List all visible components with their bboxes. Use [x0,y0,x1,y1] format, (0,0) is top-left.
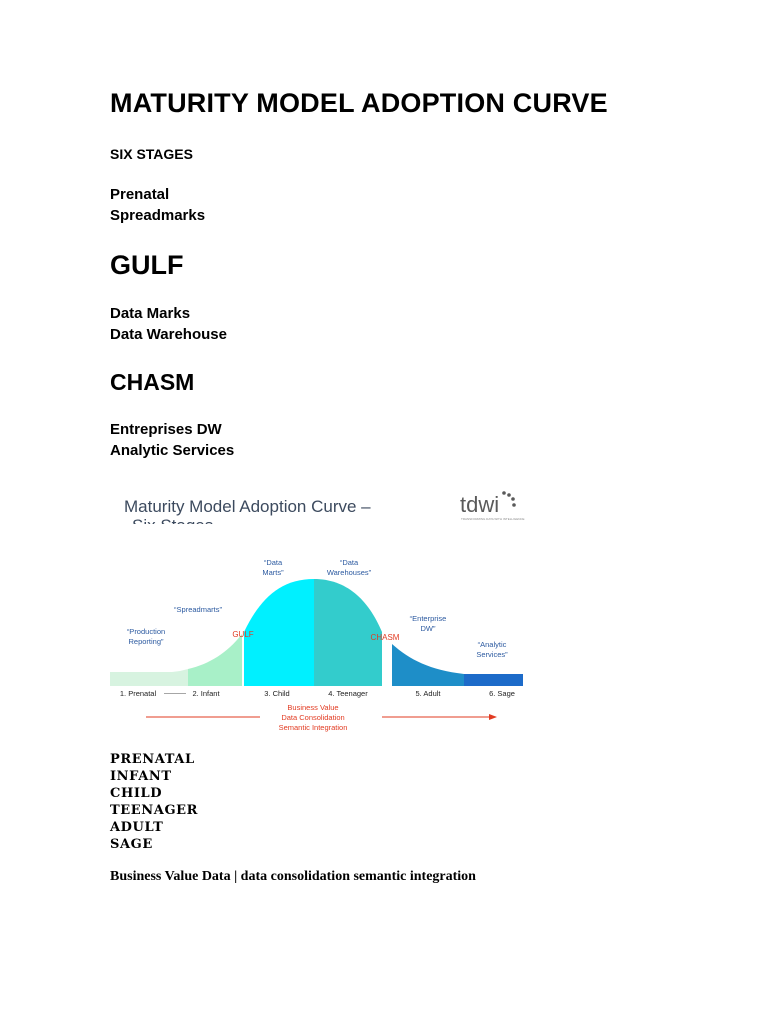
arrow-label: Semantic Integration [278,723,348,732]
data-warehouses-callout: Warehouses” [326,568,372,577]
prenatal-segment [110,669,188,686]
production-reporting-callout: Reporting” [128,637,164,646]
gulf-heading: GULF [110,250,184,280]
stage-item: Entreprises DW [110,421,222,438]
enterprise-dw-callout: “Enterprise [409,614,447,623]
page-title: MATURITY MODEL ADOPTION CURVE [110,88,608,118]
stage-axis-label: 6. Sage [489,689,515,698]
sage-segment [464,674,523,686]
stage-item: Prenatal [110,186,170,203]
chasm-label: CHASM [370,633,400,642]
analytic-services-callout: Services” [476,650,508,659]
adoption-curve-diagram [110,484,526,740]
subtitle: SIX STAGES [110,146,193,162]
spreadmarts-callout: “Spreadmarts” [174,605,222,614]
arrow-label: Business Value [287,703,339,712]
stage-list-item: PRENATAL [110,752,195,767]
adoption-curve-figure [110,484,526,740]
adult-segment [392,644,464,686]
gulf-label: GULF [232,630,254,639]
tdwi-logo-tagline: TRANSFORMING DATA WITH INTELLIGENCE [461,517,525,521]
stage-list-item: TEENAGER [110,803,199,818]
enterprise-dw-callout: DW” [420,624,436,633]
stage-axis-label: 2. Infant [192,689,220,698]
stage-item: Analytic Services [110,442,235,459]
stage-list-item: INFANT [110,769,172,784]
stage-item: Data Marks [110,305,191,322]
stage-list-item: CHILD [110,786,163,801]
data-marts-callout: “Data [263,558,283,567]
stage-axis-label: 1. Prenatal [119,689,157,698]
data-warehouses-callout: “Data [339,558,359,567]
figure-title: Maturity Model Adoption Curve – [124,497,371,516]
stage-axis-label: 3. Child [264,689,290,698]
tdwi-logo [460,491,525,521]
stage-item: Data Warehouse [110,326,227,343]
stage-list-item: ADULT [110,820,164,835]
analytic-services-callout: “Analytic [477,640,507,649]
data-marts-callout: Marts” [262,568,284,577]
arrow-label: Data Consolidation [281,713,345,722]
caption: Business Value Data | data consolidation semantic integration [110,869,476,884]
production-reporting-callout: “Production [126,627,166,636]
child-segment [244,579,314,686]
chasm-heading: CHASM [110,369,195,395]
stage-axis-label: 5. Adult [415,689,441,698]
stage-item: Spreadmarks [110,207,206,224]
stage-list-item: SAGE [110,837,153,852]
infant-segment [188,634,242,686]
tdwi-logo-text: tdwi [460,492,500,517]
stage-axis-label: 4. Teenager [328,689,368,698]
